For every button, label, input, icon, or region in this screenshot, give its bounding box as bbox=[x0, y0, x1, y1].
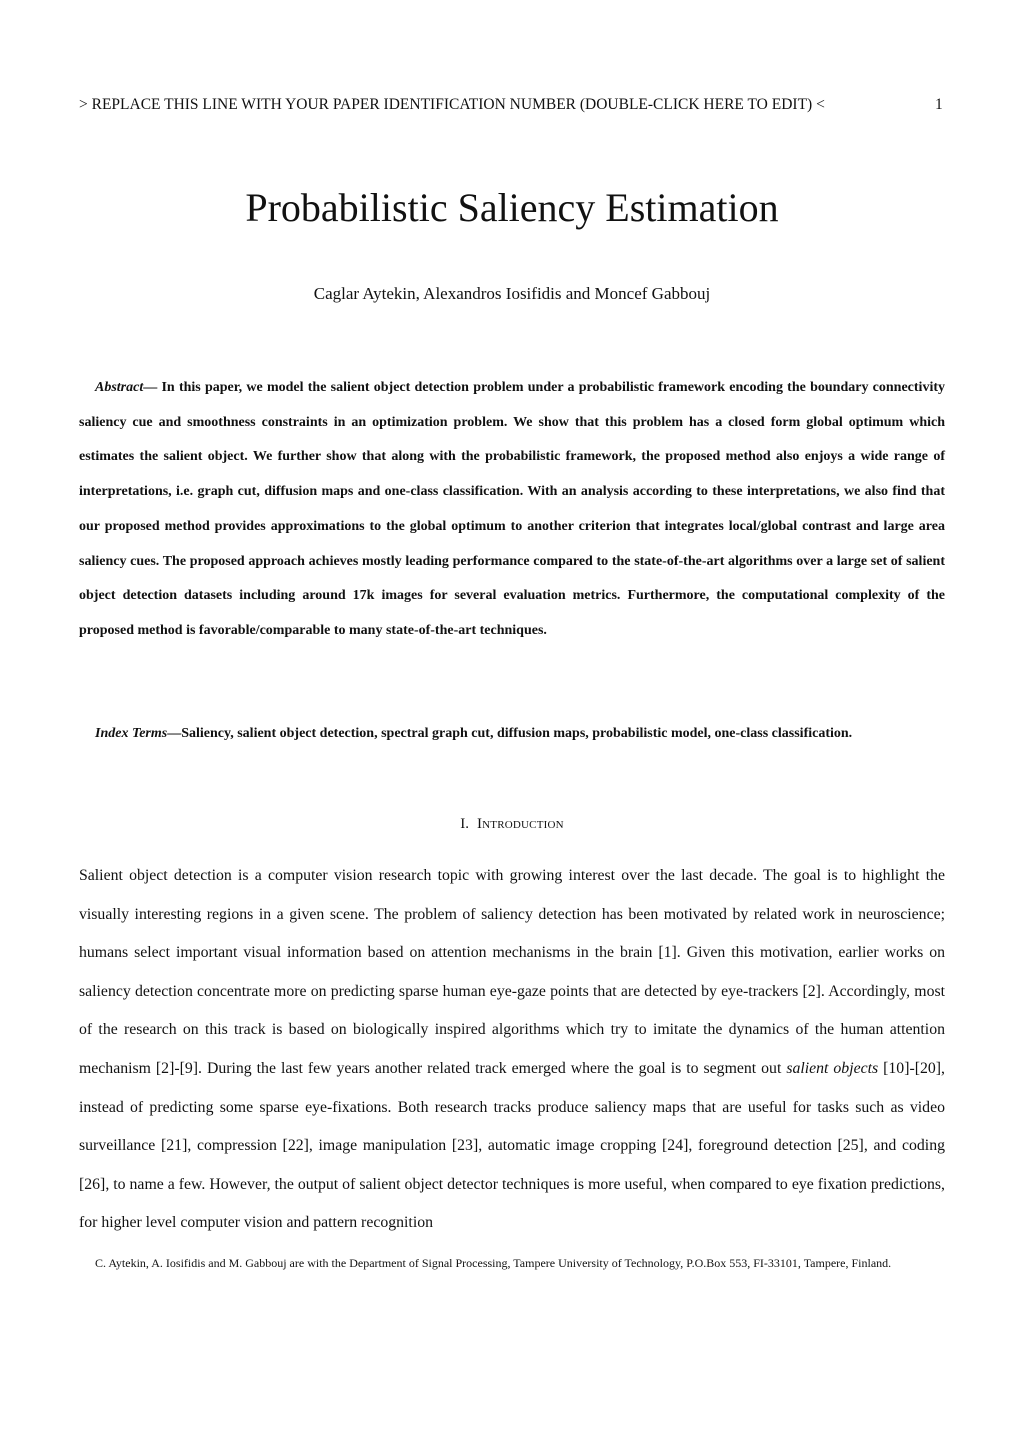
author-list: Caglar Aytekin, Alexandros Iosifidis and Moncef Gabbouj bbox=[313, 284, 711, 303]
index-terms-label: Index Terms bbox=[95, 726, 168, 741]
section-title: Introduction bbox=[476, 816, 564, 832]
index-terms bbox=[79, 719, 945, 749]
abstract bbox=[79, 371, 945, 649]
paper-title: Probabilistic Saliency Estimation bbox=[245, 185, 779, 230]
running-head: > REPLACE THIS LINE WITH YOUR PAPER IDENTIFICATION NUMBER (DOUBLE-CLICK HERE TO EDIT) < bbox=[79, 96, 825, 113]
affiliation-footnote: C. Aytekin, A. Iosifidis and M. Gabbouj are with the Department of Signal Processing, Tampere University of Technology, P.O.Box 553, FI-33101, Tampere, Finland. bbox=[95, 1256, 892, 1270]
introduction-paragraph bbox=[79, 857, 945, 1243]
body-emphasis: salient objects bbox=[786, 1059, 879, 1077]
section-number: I. bbox=[460, 816, 469, 832]
body-text-2: [10]-[20], instead of predicting some sparse eye-fixations. Both research tracks produce saliency maps that are useful for tasks such as video surveillance [21], compression [22], image manipulation [23], automatic image cropping [24], foreground detection [25], and coding [26], to name a few. However, the output of salient object detector techniques is more useful, when compared to eye fixation predictions, for higher level computer vision and pattern recognition bbox=[79, 1059, 945, 1232]
abstract-dash: — bbox=[143, 380, 162, 395]
section-heading bbox=[0, 816, 1024, 833]
abstract-label: Abstract bbox=[95, 380, 144, 395]
abstract-text: In this paper, we model the salient object detection problem under a probabilistic framework encoding the boundary connectivity saliency cue and smoothness constraints in an optimization problem. We show that this problem has a closed form global optimum which estimates the salient object. We further show that along with the probabilistic framework, the proposed method also enjoys a wide range of interpretations, i.e. graph cut, diffusion maps and one-class classification. With an analysis according to these interpretations, we also find that our proposed method provides approximations to the global optimum to another criterion that integrates local/global contrast and large area saliency cues. The proposed approach achieves mostly leading performance compared to the state-of-the-art algorithms over a large set of salient object detection datasets including around 17k images for several evaluation metrics. Furthermore, the computational complexity of the proposed method is favorable/comparable to many state-of-the-art techniques. bbox=[79, 380, 945, 638]
index-terms-text: —Saliency, salient object detection, spectral graph cut, diffusion maps, probabilistic model, one-class classification. bbox=[167, 726, 853, 741]
page-number: 1 bbox=[935, 96, 943, 113]
body-text-1: Salient object detection is a computer vision research topic with growing interest over the last decade. The goal is to highlight the visually interesting regions in a given scene. The problem of saliency detection has been motivated by related work in neuroscience; humans select important visual information based on attention mechanisms in the brain [1]. Given this motivation, earlier works on saliency detection concentrate more on predicting sparse human eye-gaze points that are detected by eye-trackers [2]. Accordingly, most of the research on this track is based on biologically inspired algorithms which try to imitate the dynamics of the human attention mechanism [2]-[9]. During the last few years another related track emerged where the goal is to segment out bbox=[79, 867, 945, 1077]
